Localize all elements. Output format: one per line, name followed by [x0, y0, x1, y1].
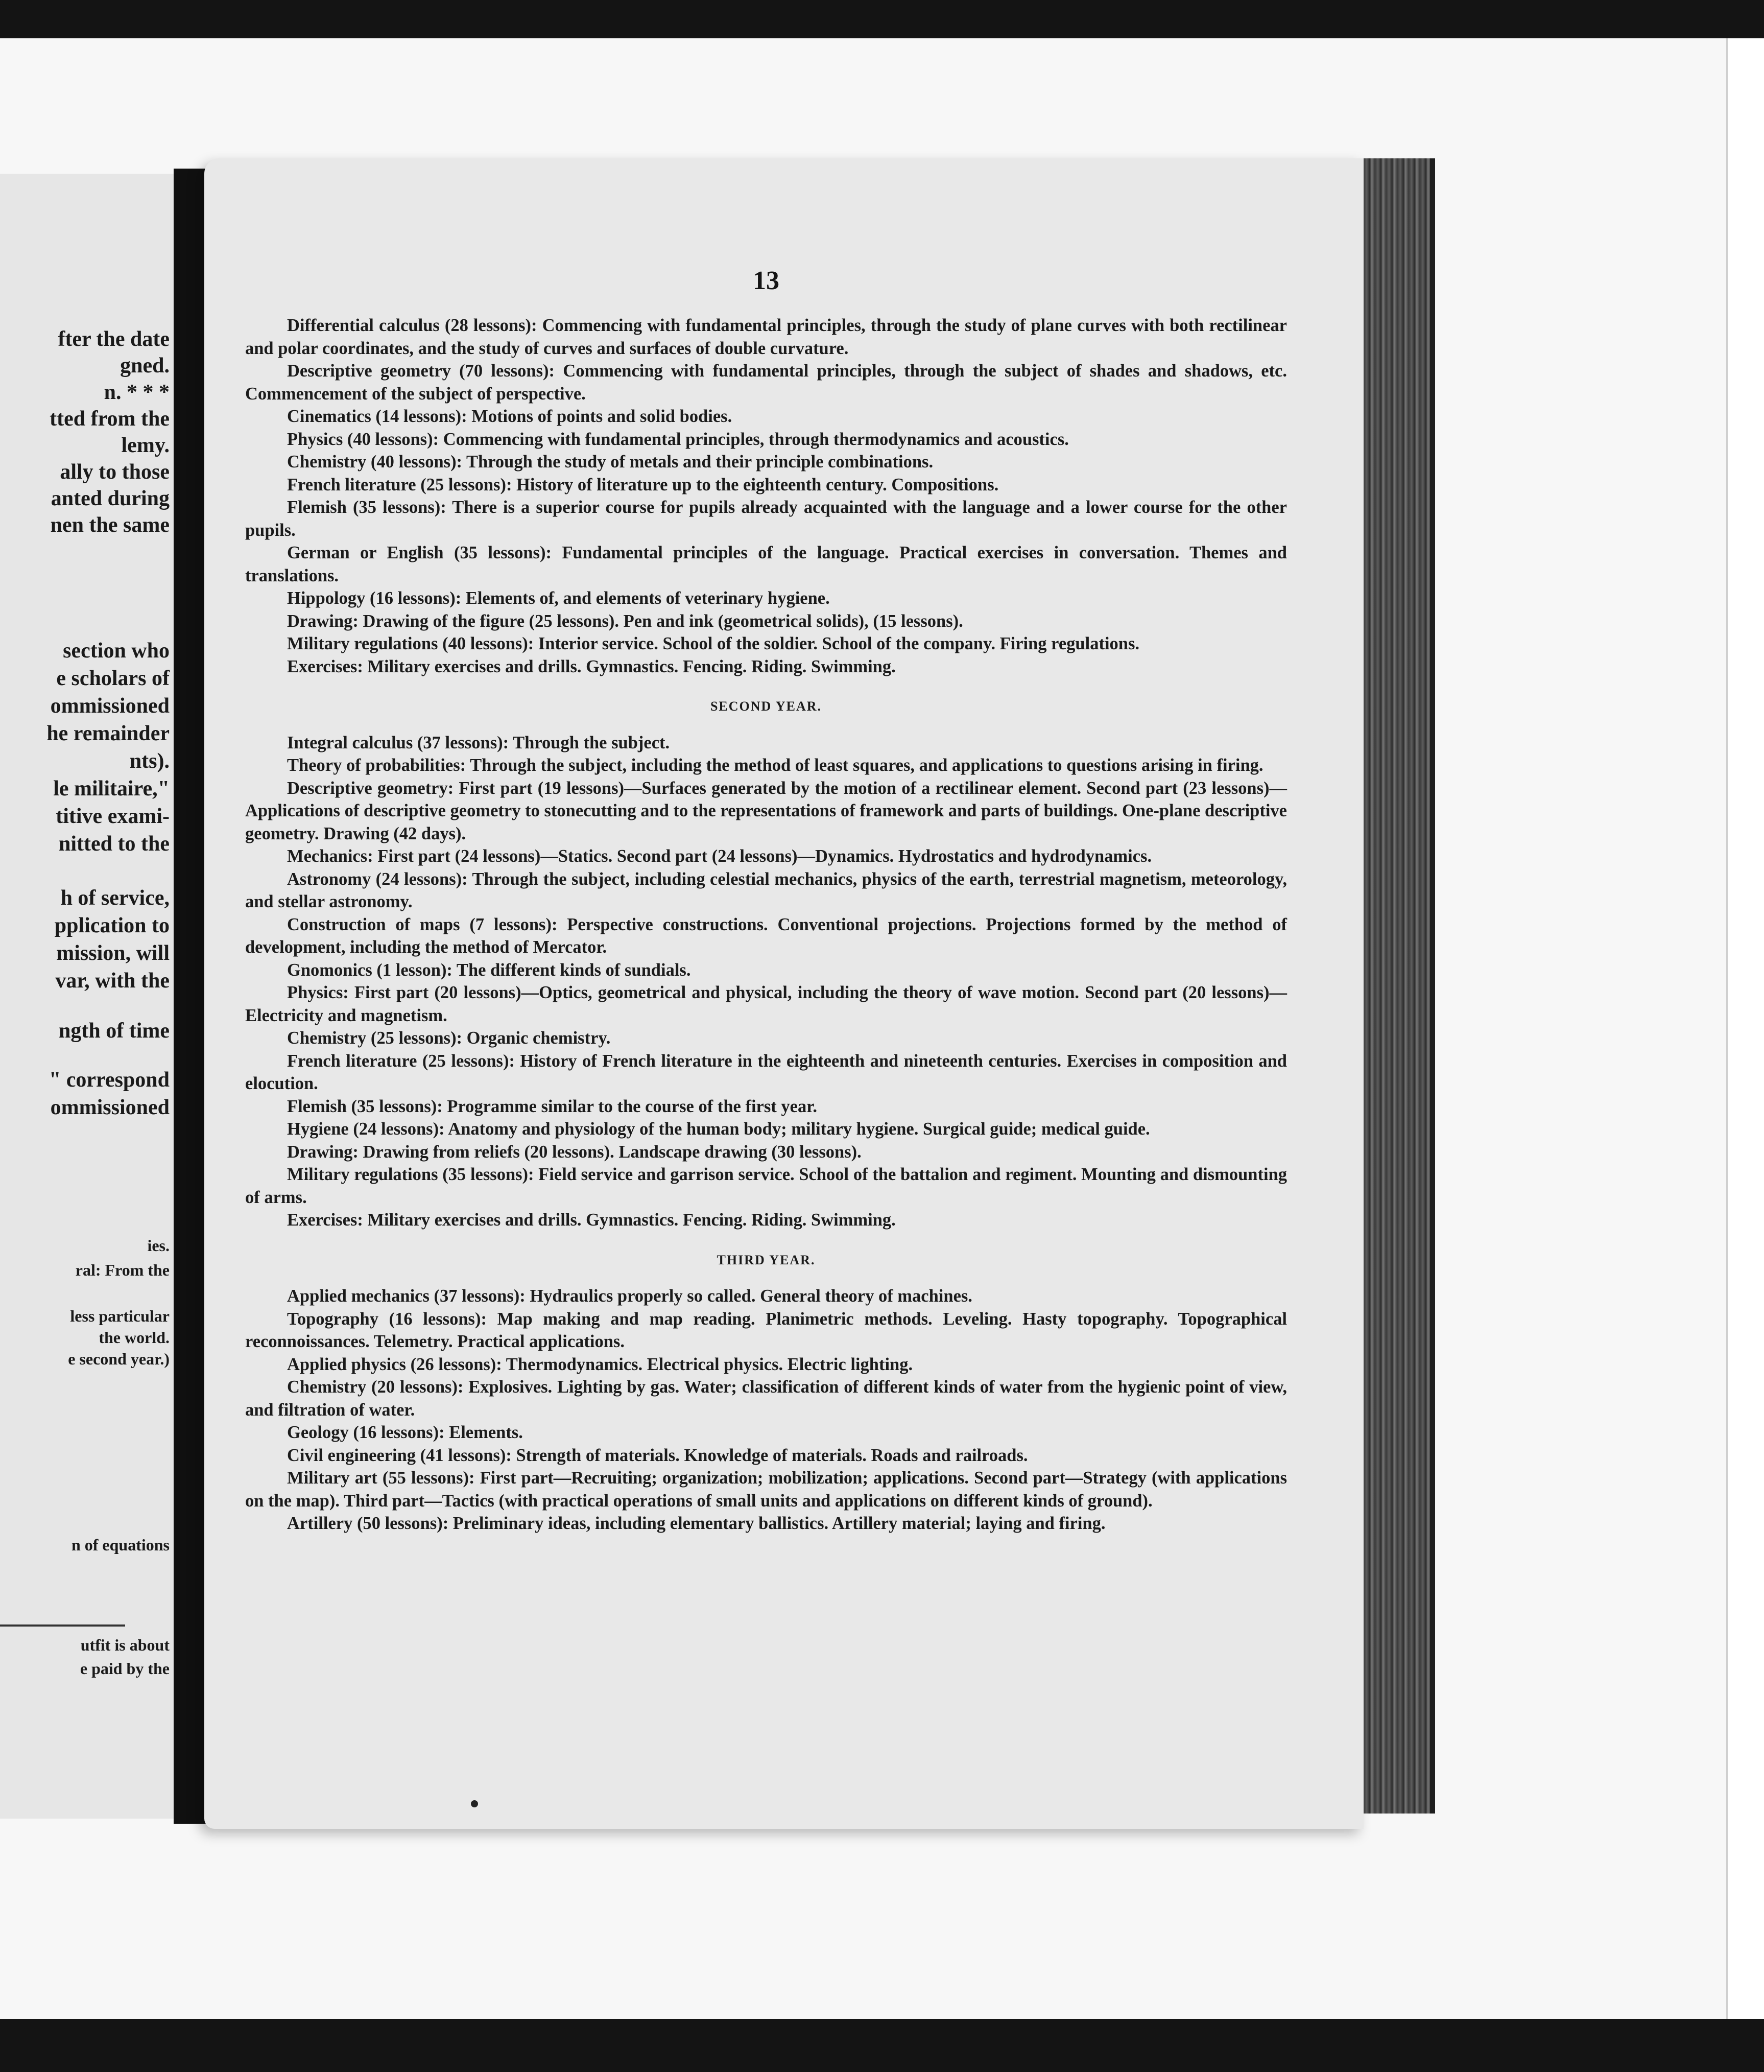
- left-page-line: nts).: [129, 749, 170, 773]
- course-entry: German or English (35 lessons): Fundamental principles of the language. Practical exercises in conversation. Themes and translations.: [245, 543, 1287, 585]
- left-page-line: ral: From the: [75, 1261, 170, 1279]
- left-page: [0, 174, 177, 1819]
- course-entry: Flemish (35 lessons): There is a superior course for pupils already acquainted with the language and a lower course for the other pupils.: [245, 498, 1287, 540]
- course-entry: Chemistry (40 lessons): Through the study of metals and their principle combinations.: [287, 452, 934, 472]
- left-page-line: ies.: [147, 1236, 170, 1255]
- course-entry: Artillery (50 lessons): Preliminary ideas, including elementary ballistics. Artillery material; laying and firing.: [287, 1514, 1106, 1533]
- course-entry: Chemistry (20 lessons): Explosives. Lighting by gas. Water; classification of different kinds of water from the hygienic point of view, and filtration of water.: [245, 1377, 1287, 1420]
- book-gutter: [174, 169, 208, 1824]
- left-page-line: lemy.: [121, 434, 170, 457]
- section-heading-second-year: SECOND YEAR.: [710, 699, 822, 714]
- course-entry: Topography (16 lessons): Map making and map reading. Planimetric methods. Leveling. Hasty topography. Topographical reconnoissances. Telemetry. Practical applications.: [245, 1309, 1287, 1351]
- scan-border-bottom: [0, 2019, 1764, 2072]
- course-entry: Exercises: Military exercises and drills. Gymnastics. Fencing. Riding. Swimming.: [287, 1210, 896, 1230]
- left-page-line: ommissioned: [50, 1096, 170, 1119]
- course-entry: Theory of probabilities: Through the subject, including the method of least squares, and applications to questions arising in firing.: [287, 756, 1264, 775]
- course-entry: Construction of maps (7 lessons): Perspective constructions. Conventional projections. Projections formed by the method of development, including the method of Mercator.: [245, 914, 1287, 957]
- course-entry: French literature (25 lessons): History of literature up to the eighteenth century. Compositions.: [287, 475, 999, 495]
- left-page-line: " correspond: [49, 1068, 170, 1092]
- left-page-line: fter the date: [58, 327, 170, 351]
- course-entry: Gnomonics (1 lesson): The different kinds of sundials.: [287, 960, 691, 980]
- left-page-line: ally to those: [60, 460, 170, 484]
- left-page-line: e scholars of: [56, 667, 170, 690]
- left-page-line: titive exami-: [56, 805, 170, 828]
- left-page-line: h of service,: [60, 886, 170, 910]
- course-entry: Hippology (16 lessons): Elements of, and elements of veterinary hygiene.: [287, 588, 830, 608]
- left-page-line: e second year.): [68, 1350, 170, 1368]
- left-page-line: mission, will: [56, 941, 170, 965]
- left-page-line: gned.: [120, 354, 170, 378]
- left-page-line: nen the same: [50, 513, 170, 537]
- page-number: 13: [753, 266, 779, 295]
- left-page-line: nitted to the: [59, 832, 170, 856]
- course-entry: Physics: First part (20 lessons)—Optics, geometrical and physical, including the theory of wave motion. Second part (20 lessons)—Electricity and magnetism.: [245, 983, 1287, 1025]
- course-entry: Mechanics: First part (24 lessons)—Statics. Second part (24 lessons)—Dynamics. Hydrostatics and hydrodynamics.: [287, 846, 1152, 866]
- course-entry: Drawing: Drawing of the figure (25 lessons). Pen and ink (geometrical solids), (15 lessons).: [287, 611, 963, 631]
- page-edges: [1364, 158, 1435, 1814]
- left-page-line: utfit is about: [80, 1636, 170, 1654]
- left-page-line: var, with the: [55, 969, 170, 993]
- course-entry: Applied mechanics (37 lessons): Hydraulics properly so called. General theory of machines.: [287, 1286, 972, 1306]
- left-page-line: section who: [63, 639, 170, 663]
- course-entry: Descriptive geometry (70 lessons): Commencing with fundamental principles, through the subject of shades and shadows, etc. Commencement of the subject of perspective.: [245, 361, 1287, 404]
- scan-border-top: [0, 0, 1764, 38]
- left-page-line: e paid by the: [80, 1659, 170, 1678]
- page-body: [245, 314, 1287, 1535]
- section-heading-third-year: THIRD YEAR.: [717, 1252, 816, 1267]
- course-entry: Geology (16 lessons): Elements.: [287, 1423, 523, 1442]
- left-page-line: ngth of time: [59, 1019, 170, 1043]
- course-entry: Applied physics (26 lessons): Thermodynamics. Electrical physics. Electric lighting.: [287, 1354, 913, 1374]
- left-page-line: ommissioned: [50, 694, 170, 718]
- left-page-line: the world.: [99, 1328, 170, 1347]
- course-entry: Military regulations (40 lessons): Interior service. School of the soldier. School of the company. Firing regulations.: [287, 634, 1140, 653]
- course-entry: Exercises: Military exercises and drills. Gymnastics. Fencing. Riding. Swimming.: [287, 656, 896, 676]
- course-entry: Astronomy (24 lessons): Through the subject, including celestial mechanics, physics of the earth, terrestrial magnetism, meteorology, and stellar astronomy.: [245, 869, 1287, 911]
- left-page-line: pplication to: [54, 914, 170, 937]
- course-entry: Chemistry (25 lessons): Organic chemistry.: [287, 1028, 611, 1048]
- course-entry: Military art (55 lessons): First part—Recruiting; organization; mobilization; applications. Second part—Strategy (with applications on the map). Third part—Tactics (with practical operations of small units and applications on different kinds of ground).: [245, 1468, 1287, 1511]
- course-entry: Hygiene (24 lessons): Anatomy and physiology of the human body; military hygiene. Surgical guide; medical guide.: [287, 1119, 1150, 1139]
- course-entry: Drawing: Drawing from reliefs (20 lessons). Landscape drawing (30 lessons).: [287, 1142, 862, 1162]
- course-entry: Integral calculus (37 lessons): Through the subject.: [287, 733, 670, 752]
- left-page-line: n. * * *: [104, 381, 170, 404]
- course-entry: French literature (25 lessons): History of French literature in the eighteenth and nineteenth centuries. Exercises in composition and elocution.: [245, 1051, 1287, 1093]
- left-page-line: less particular: [70, 1307, 170, 1325]
- course-entry: Descriptive geometry: First part (19 lessons)—Surfaces generated by the motion of a rectilinear element. Second part (23 lessons)—Applications of descriptive geometry to stonecutting and to the representations of framework and parts of buildings. One-plane descriptive geometry. Drawing (42 days).: [245, 778, 1287, 843]
- left-page-line: n of equations: [71, 1536, 170, 1554]
- course-entry: Differential calculus (28 lessons): Commencing with fundamental principles, through the study of plane curves with both rectilinear and polar coordinates, and the study of curves and surfaces of double curvature.: [245, 316, 1287, 358]
- left-page-rule: [0, 1624, 125, 1627]
- ink-dot: [471, 1800, 478, 1807]
- course-entry: Military regulations (35 lessons): Field service and garrison service. School of the battalion and regiment. Mounting and dismounting of arms.: [245, 1165, 1287, 1207]
- course-entry: Flemish (35 lessons): Programme similar to the course of the first year.: [287, 1096, 817, 1116]
- left-page-line: tted from the: [50, 407, 170, 431]
- course-entry: Physics (40 lessons): Commencing with fundamental principles, through thermodynamics and acoustics.: [287, 429, 1069, 449]
- course-entry: Civil engineering (41 lessons): Strength of materials. Knowledge of materials. Roads and railroads.: [287, 1445, 1028, 1465]
- left-page-line: le militaire,": [53, 777, 170, 800]
- scan-border-right: [1726, 38, 1764, 2019]
- course-entry: Cinematics (14 lessons): Motions of points and solid bodies.: [287, 407, 732, 426]
- left-page-line: he remainder: [46, 722, 170, 745]
- left-page-line: anted during: [51, 487, 170, 510]
